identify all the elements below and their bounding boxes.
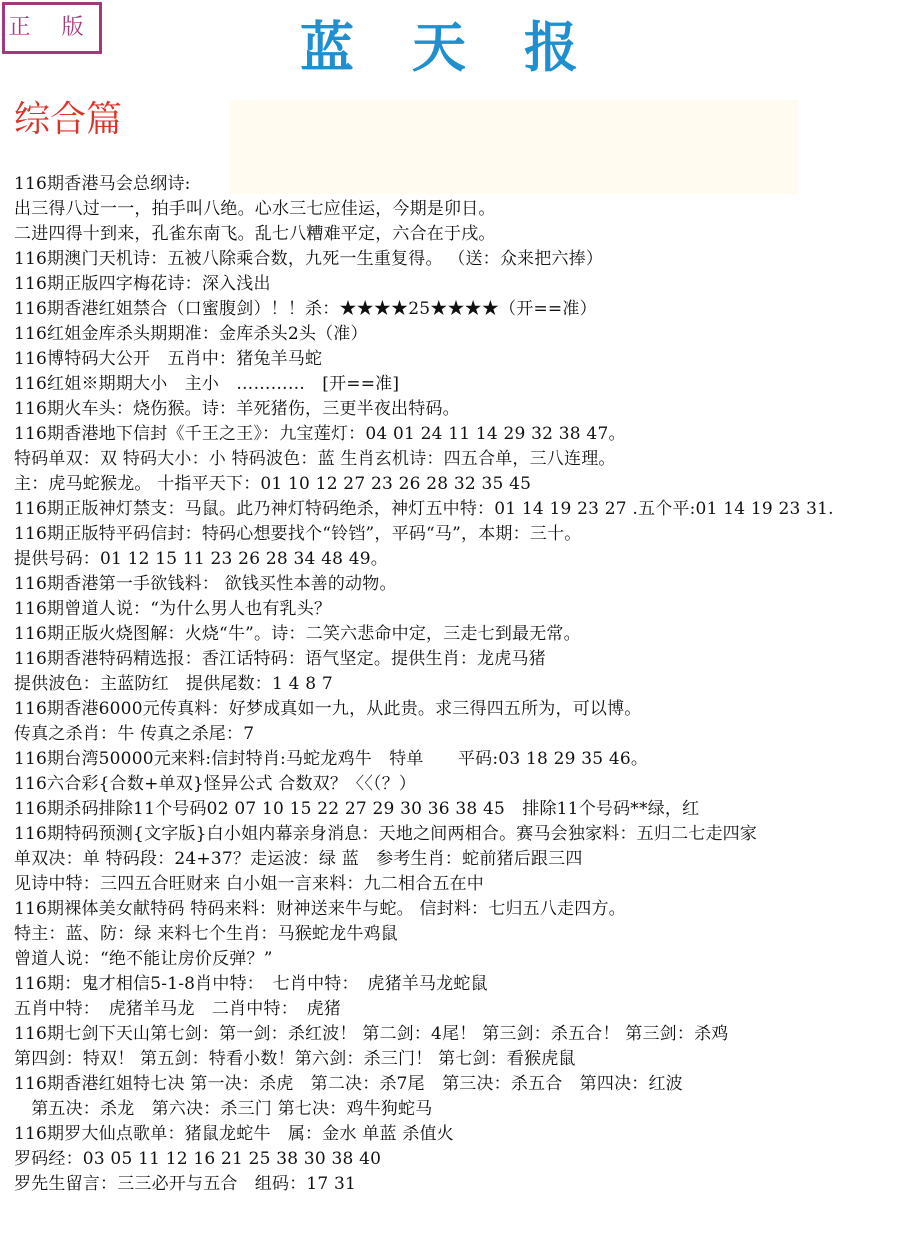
text-line: 曾道人说：“绝不能让房价反弹？” (14, 949, 273, 969)
text-line: 116期罗大仙点歌单：猪鼠龙蛇牛 属：金水 单蓝 杀值火 (14, 1124, 454, 1144)
text-line: 罗码经：03 05 11 12 16 21 25 38 30 38 40 (14, 1149, 382, 1169)
text-line: 116博特码大公开 五肖中：猪兔羊马蛇 (14, 349, 323, 369)
text-line: 116期：鬼才相信5-1-8肖中特： 七肖中特： 虎猪羊马龙蛇鼠 (14, 974, 488, 994)
text-line: 提供号码：01 12 15 11 23 26 28 34 48 49。 (14, 549, 388, 569)
text-line: 116期香港地下信封《千王之王》：九宝莲灯：04 01 24 11 14 29 32 38 47。 (14, 424, 626, 444)
text-line: 提供波色：主蓝防红 提供尾数：1 4 8 7 (14, 674, 333, 694)
text-line: 第五决：杀龙 第六决：杀三门 第七决：鸡牛狗蛇马 (14, 1099, 433, 1119)
text-line: 116期香港第一手欲钱料： 欲钱买性本善的动物。 (14, 574, 397, 594)
text-line: 116红姐金库杀头期期准：金库杀头2头（准） (14, 324, 368, 344)
text-line: 116期正版特平码信封：特码心想要找个“铃铛”，平码“马”，本期：三十。 (14, 524, 582, 544)
text-line: 116期香港6000元传真料：好梦成真如一九，从此贵。求三得四五所为，可以博。 (14, 699, 642, 719)
text-line: 五肖中特： 虎猪羊马龙 二肖中特： 虎猪 (14, 999, 341, 1019)
text-line: 116期正版神灯禁支：马鼠。此乃神灯特码绝杀，神灯五中特：01 14 19 23 27 .五个平:01 14 19 23 31. (14, 499, 834, 519)
text-line: 116期香港马会总纲诗: (14, 174, 191, 194)
text-line: 116六合彩{合数+单双}怪异公式 合数双？〈〈（？） (14, 774, 417, 794)
text-line: 特主：蓝、防：绿 来料七个生肖：马猴蛇龙牛鸡鼠 (14, 924, 399, 944)
text-line: 见诗中特：三四五合旺财来 白小姐一言来料：九二相合五在中 (14, 874, 485, 894)
text-line: 116期火车头：烧伤猴。诗：羊死猪伤，三更半夜出特码。 (14, 399, 460, 419)
text-line: 出三得八过一一，拍手叫八绝。心水三七应佳运，今期是卯日。 (14, 199, 496, 219)
text-line: 主：虎马蛇猴龙。 十指平天下：01 10 12 27 23 26 28 32 35 45 (14, 474, 532, 494)
text-line: 116期香港红姐特七决 第一决：杀虎 第二决：杀7尾 第三决：杀五合 第四决：红波 (14, 1074, 683, 1094)
official-version-badge: 正 版 (2, 2, 102, 54)
text-line: 116期裸体美女献特码 特码来料：财神送来牛与蛇。 信封料：七归五八走四方。 (14, 899, 626, 919)
newspaper-masthead: 蓝天报 (300, 15, 636, 79)
text-line: 116期正版四字梅花诗：深入浅出 (14, 274, 271, 294)
section-title: 综合篇 (14, 99, 123, 140)
text-line: 116期澳门天机诗：五被八除乘合数，九死一生重复得。 （送：众来把六捧） (14, 249, 604, 269)
text-line: 116期香港特码精选报：香江话特码：语气坚定。提供生肖：龙虎马猪 (14, 649, 546, 669)
text-line: 116期正版火烧图解：火烧“牛”。诗：二笑六悲命中定，三走七到最无常。 (14, 624, 581, 644)
text-line: 第四剑：特双！ 第五剑：特看小数！第六剑：杀三门！ 第七剑：看猴虎鼠 (14, 1049, 576, 1069)
text-line: 传真之杀肖：牛 传真之杀尾：7 (14, 724, 255, 744)
text-line: 116红姐※期期大小 主小 ………… [开==准] (14, 374, 400, 394)
text-line: 特码单双：双 特码大小：小 特码波色：蓝 生肖玄机诗：四五合单，三八连理。 (14, 449, 616, 469)
text-line: 罗先生留言：三三必开与五合 组码：17 31 (14, 1174, 357, 1194)
article-body (14, 172, 898, 1197)
text-line: 二进四得十到来，孔雀东南飞。乱七八糟难平定，六合在于戌。 (14, 224, 496, 244)
text-line: 116期曾道人说：“为什么男人也有乳头？ (14, 599, 332, 619)
text-line: 单双决：单 特码段：24+37？走运波：绿 蓝 参考生肖：蛇前猪后跟三四 (14, 849, 583, 869)
text-line: 116期香港红姐禁合（口蜜腹剑）！！杀：★★★★25★★★★（开==准） (14, 299, 597, 319)
text-line: 116期台湾50000元来料:信封特肖:马蛇龙鸡牛 特单 平码:03 18 29 35 46。 (14, 749, 649, 769)
text-line: 116期杀码排除11个号码02 07 10 15 22 27 29 30 36 38 45 排除11个号码**绿，红 (14, 799, 700, 819)
text-line: 116期七剑下天山第七剑：第一剑：杀红波！ 第二剑：4尾！ 第三剑：杀五合！ 第三剑：杀鸡 (14, 1024, 729, 1044)
text-line: 116期特码预测{文字版}白小姐内幕亲身消息：天地之间两相合。赛马会独家料：五归二七走四家 (14, 824, 758, 844)
